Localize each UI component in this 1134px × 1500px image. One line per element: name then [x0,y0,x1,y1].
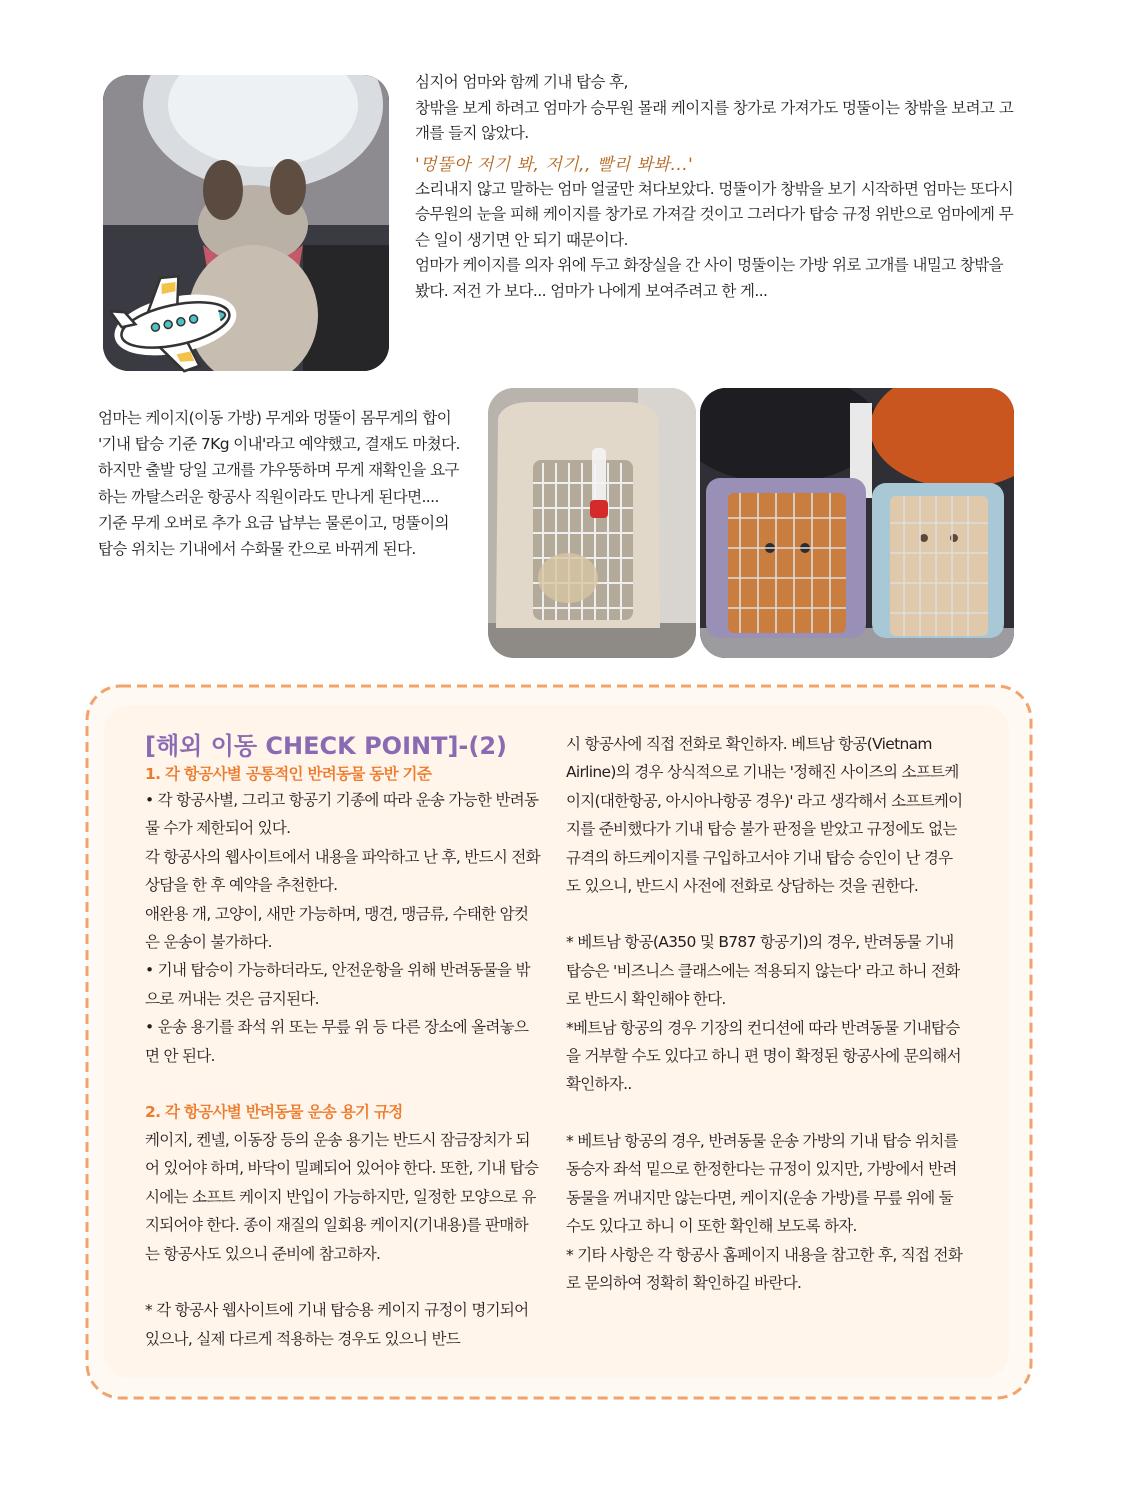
note-text: * 베트남 항공(A350 및 B787 항공기)의 경우, 반려동물 기내 탑승은 '비즈니스 클래스에는 적용되지 않는다' 라고 하니 전화로 반드시 확인해야 한다. [566,933,960,1009]
section1-item: • 운송 용기를 좌석 위 또는 무릎 위 등 다른 장소에 올려놓으면 안 된다. [145,1018,529,1065]
note-text-continued: 시 항공사에 직접 전화로 확인하자. 베트남 항공(Vietnam Airline)의 경우 상식적으로 기내는 '정해진 사이즈의 소프트케이지(대한항공, 아시아나항공 경우)' 라고 생각해서 소프트케이지를 준비했다가 기내 탑승 불가 판정을 받았고 규정에도 없는 규격의 하드케이지를 구입하고서야 기내 탑승 승인이 난 경우도 있으니, 반드시 사전에 전화로 상담하는 것을 권한다. [566,735,963,896]
handwritten-quote: '멍뚤아 저기 봐, 저기,, 빨리 봐봐...' [415,154,694,175]
airplane-sticker-icon [110,268,240,378]
section1-item: • 각 항공사별, 그리고 항공기 기종에 따라 운송 가능한 반려동물 수가 제한되어 있다. [145,791,539,838]
section1-item: 각 항공사의 웹사이트에서 내용을 파악하고 난 후, 반드시 전화 상담을 한 후 예약을 추천한다. [145,847,540,895]
story-paragraph: 엄마는 케이지(이동 가방) 무게와 멍뚤이 몸무게의 합이 '기내 탑승 기준 7Kg 이내'라고 예약했고, 결재도 마쳤다. [98,409,460,454]
section2-text: 케이지, 켄넬, 이동장 등의 운송 용기는 반드시 잠금장치가 되어 있어야 하며, 바닥이 밀폐되어 있어야 한다. 또한, 기내 탑승 시에는 소프트 케이지 반입이 가능하지만, 일정한 모양으로 유지되어야 한다. 종이 재질의 일회용 케이지(기내용)를 판매하는 항공사도 있으니 준비에 참고하자. [145,1131,539,1263]
story-paragraph: 하지만 출발 당일 고개를 갸우뚱하며 무게 재확인을 요구하는 까탈스러운 항공사 직원이라도 만나게 된다면.... [98,461,459,506]
checkpoint-title: [해외 이동 CHECK POINT]-(2) [145,732,508,760]
story-paragraph: 창밖을 보게 하려고 엄마가 승무원 몰래 케이지를 창가로 가져가도 멍뚤이는 창밖을 보려고 고개를 들지 않았다. [415,98,1014,142]
section2-title: 2. 각 항공사별 반려동물 운송 용기 규정 [145,1103,403,1122]
note-text: * 각 항공사 웹사이트에 기내 탑승용 케이지 규정이 명기되어 있으나, 실제 다르게 적용하는 경우도 있으니 반드 [145,1301,529,1348]
story-paragraph: 엄마가 케이지를 의자 위에 두고 화장실을 간 사이 멍뚤이는 가방 위로 고개를 내밀고 창밖을 봤다. 저건 가 보다... 엄마가 나에게 보여주려고 한 게... [415,256,1004,300]
checkpoint-right-column [566,730,966,1297]
section1-title: 1. 각 항공사별 공통적인 반려동물 동반 기준 [145,765,432,783]
story-paragraph: 기준 무게 오버로 추가 요금 납부는 물론이고, 멍뚤이의 탑승 위치는 기내에서 수화물 칸으로 바뀌게 된다. [98,513,449,559]
story-paragraph: 소리내지 않고 말하는 엄마 얼굴만 쳐다보았다. 멍뚤이가 창밖을 보기 시작하면 엄마는 또다시 승무원의 눈을 피해 케이지를 창가로 가져갈 것이고 그러다가 탑승 규정 위반으로 엄마에게 무슨 일이 생기면 안 되기 때문이다. [415,179,1014,249]
story-text-top [415,70,1020,304]
checkpoint-left-column [145,730,540,1353]
note-text: * 베트남 항공의 경우, 반려동물 운송 가방의 기내 탑승 위치를 동승자 좌석 밑으로 한정한다는 규정이 있지만, 가방에서 반려동물을 꺼내지만 않는다면, 케이지(운송 가방)를 무릎 위에 둘 수도 있다고 하니 이 또한 확인해 보도록 하자. [566,1131,958,1236]
story-paragraph: 심지어 엄마와 함께 기내 탑승 후, [415,73,628,91]
note-text: * 기타 사항은 각 항공사 홈페이지 내용을 참고한 후, 직접 전화로 문의하여 정확히 확인하길 바란다. [566,1245,963,1292]
section1-item: 애완용 개, 고양이, 새만 가능하며, 맹견, 맹금류, 수태한 암컷은 운송이 불가하다. [145,904,529,952]
section1-item: • 기내 탑승이 가능하더라도, 안전운항을 위해 반려동물을 밖으로 꺼내는 것은 금지된다. [145,961,530,1008]
note-text: *베트남 항공의 경우 기장의 컨디션에 따라 반려동물 기내탑승을 거부할 수도 있다고 하니 편 명이 확정된 항공사에 문의해서 확인하자.. [566,1018,961,1094]
pet-carrier-photo [488,388,696,658]
cats-in-carriers-photo [700,388,1014,658]
story-text-middle [98,405,463,562]
